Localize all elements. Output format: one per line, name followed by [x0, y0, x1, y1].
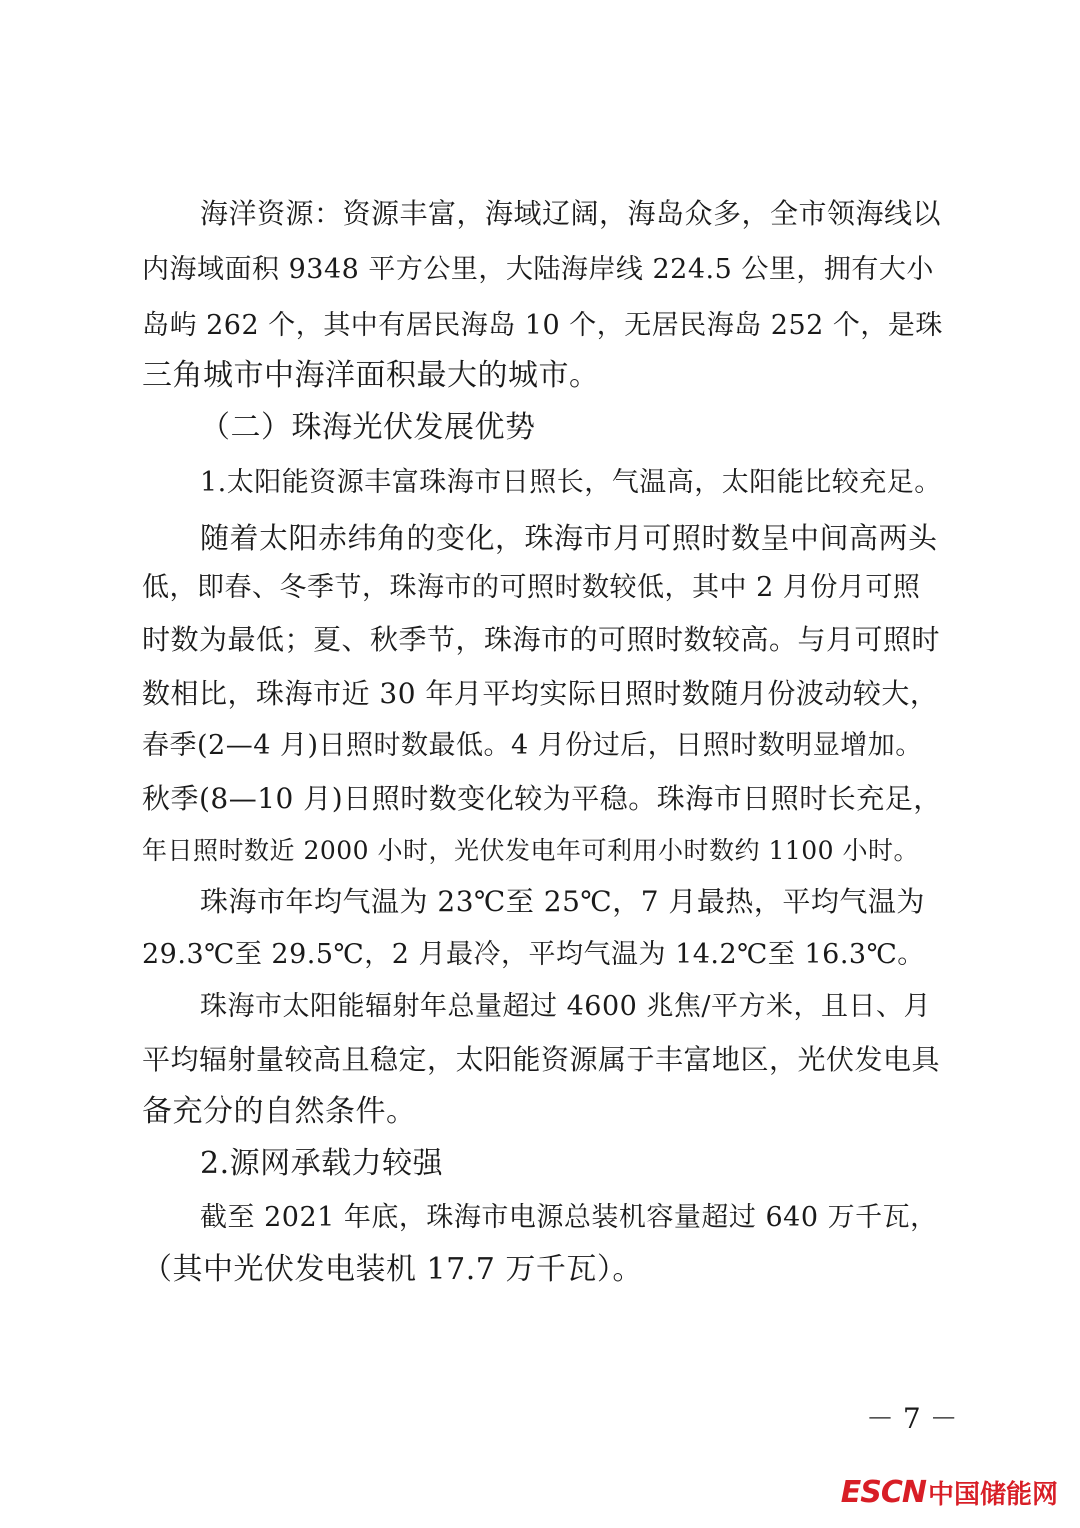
watermark-logo	[841, 1472, 1058, 1512]
text-line: 年日照时数近 2000 小时，光伏发电年可利用小时数约 1100 小时。	[142, 836, 920, 865]
text-line: 岛屿 262 个，其中有居民海岛 10 个，无居民海岛 252 个，是珠	[142, 310, 943, 341]
subsection-heading: 1.太阳能资源丰富珠海市日照长，气温高，太阳能比较充足。	[200, 467, 942, 498]
text-line: 秋季(8—10 月)日照时数变化较为平稳。珠海市日照时长充足，	[142, 782, 942, 815]
text-line: 低，即春、冬季节，珠海市的可照时数较低，其中 2 月份月可照	[142, 572, 921, 603]
subsection-heading: 2.源网承载力较强	[200, 1146, 444, 1181]
text-line: 29.3℃至 29.5℃，2 月最冷，平均气温为 14.2℃至 16.3℃。	[142, 939, 925, 970]
text-line: 随着太阳赤纬角的变化，珠海市月可照时数呈中间高两头	[200, 521, 938, 555]
text-line: 珠海市太阳能辐射年总量超过 4600 兆焦/平方米，且日、月	[200, 991, 931, 1022]
text-line: 珠海市年均气温为 23℃至 25℃，7 月最热，平均气温为	[200, 885, 925, 918]
text-line: 春季(2—4 月)日照时数最低。4 月份过后，日照时数明显增加。	[142, 730, 923, 761]
watermark-brand: ESCN	[840, 1474, 926, 1510]
text-line: 海洋资源：资源丰富，海域辽阔，海岛众多，全市领海线以	[200, 197, 942, 230]
watermark-name: 中国储能网	[927, 1479, 1058, 1510]
text-line: 截至 2021 年底，珠海市电源总装机容量超过 640 万千瓦，	[200, 1202, 938, 1233]
text-line: 备充分的自然条件。	[142, 1094, 417, 1129]
section-heading: （二）珠海光伏发展优势	[200, 410, 536, 445]
text-line: 数相比，珠海市近 30 年月平均实际日照时数随月份波动较大，	[142, 677, 939, 710]
text-line: 时数为最低；夏、秋季节，珠海市的可照时数较高。与月可照时	[142, 623, 941, 656]
text-line: （其中光伏发电装机 17.7 万千瓦）。	[142, 1252, 643, 1287]
text-line: 平均辐射量较高且稳定，太阳能资源属于丰富地区，光伏发电具	[142, 1043, 941, 1076]
text-line: 三角城市中海洋面积最大的城市。	[142, 358, 600, 393]
text-line: 内海域面积 9348 平方公里，大陆海岸线 224.5 公里，拥有大小	[142, 254, 934, 285]
page-number: － 7 －	[866, 1402, 958, 1435]
